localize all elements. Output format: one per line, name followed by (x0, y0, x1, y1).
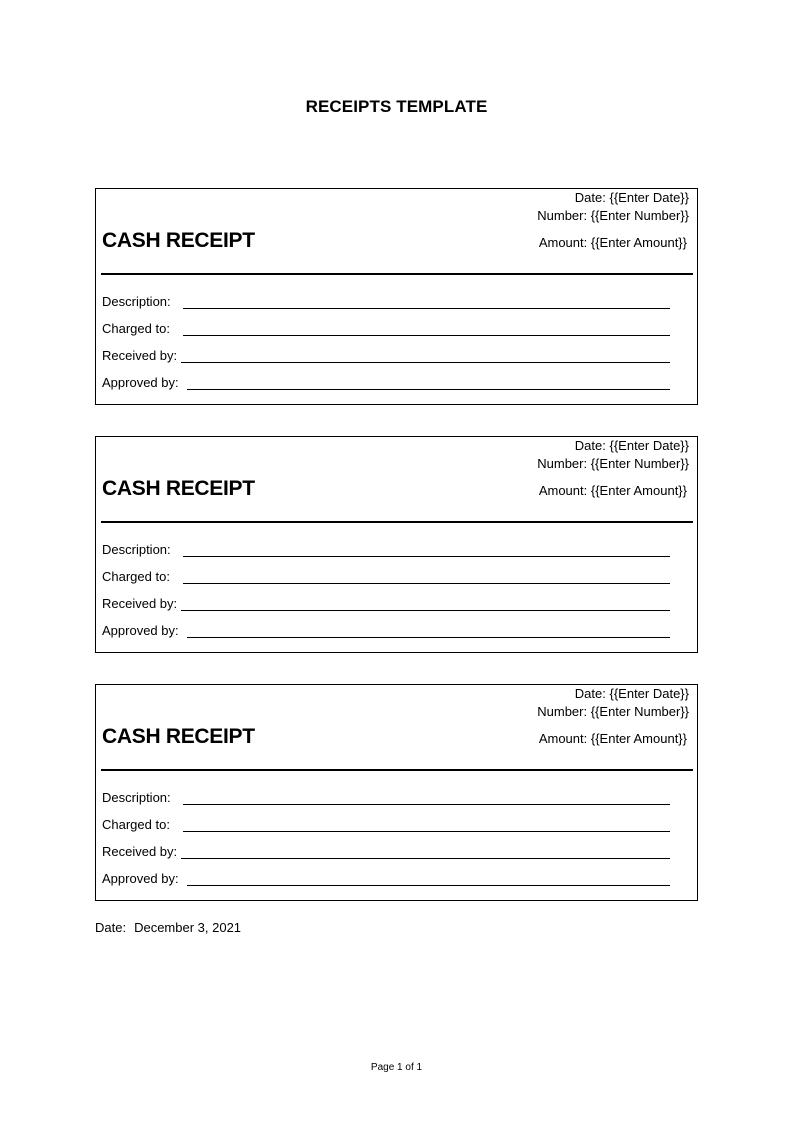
received-by-label: Received by: (102, 844, 178, 859)
description-input-line[interactable] (183, 542, 670, 557)
receipt-amount[interactable]: Amount: {{Enter Amount}} (538, 731, 687, 746)
received-by-input-line[interactable] (181, 596, 670, 611)
description-label: Description: (102, 790, 171, 805)
approved-by-input-line[interactable] (187, 623, 670, 638)
receipt-divider (101, 521, 693, 523)
description-input-line[interactable] (183, 790, 670, 805)
received-by-label: Received by: (102, 596, 178, 611)
received-by-field (102, 347, 670, 363)
description-label: Description: (102, 542, 171, 557)
approved-by-field (102, 870, 670, 886)
receipt-date[interactable]: Date: {{Enter Date}} (574, 438, 689, 453)
receipt-card (95, 436, 698, 653)
received-by-input-line[interactable] (181, 844, 670, 859)
receipt-heading: CASH RECEIPT (102, 229, 255, 252)
receipt-amount[interactable]: Amount: {{Enter Amount}} (538, 235, 687, 250)
approved-by-field (102, 374, 670, 390)
receipt-number[interactable]: Number: {{Enter Number}} (537, 704, 689, 719)
received-by-field (102, 595, 670, 611)
charged-to-field (102, 320, 670, 336)
description-input-line[interactable] (183, 294, 670, 309)
footer-date (95, 920, 241, 935)
charged-to-label: Charged to: (102, 817, 170, 832)
charged-to-input-line[interactable] (183, 569, 670, 584)
approved-by-label: Approved by: (102, 871, 179, 886)
received-by-label: Received by: (102, 348, 178, 363)
received-by-field (102, 843, 670, 859)
received-by-input-line[interactable] (181, 348, 670, 363)
charged-to-label: Charged to: (102, 321, 170, 336)
charged-to-label: Charged to: (102, 569, 170, 584)
receipt-amount[interactable]: Amount: {{Enter Amount}} (538, 483, 687, 498)
approved-by-input-line[interactable] (187, 871, 670, 886)
approved-by-label: Approved by: (102, 375, 179, 390)
receipt-number[interactable]: Number: {{Enter Number}} (537, 456, 689, 471)
charged-to-input-line[interactable] (183, 817, 670, 832)
receipt-divider (101, 769, 693, 771)
receipt-date[interactable]: Date: {{Enter Date}} (574, 686, 689, 701)
receipt-number[interactable]: Number: {{Enter Number}} (537, 208, 689, 223)
receipt-date[interactable]: Date: {{Enter Date}} (574, 190, 689, 205)
description-field (102, 293, 670, 309)
charged-to-field (102, 816, 670, 832)
receipt-card (95, 684, 698, 901)
receipt-heading: CASH RECEIPT (102, 477, 255, 500)
charged-to-field (102, 568, 670, 584)
receipt-divider (101, 273, 693, 275)
description-field (102, 541, 670, 557)
approved-by-label: Approved by: (102, 623, 179, 638)
footer-date-value: December 3, 2021 (134, 920, 242, 935)
description-label: Description: (102, 294, 171, 309)
approved-by-input-line[interactable] (187, 375, 670, 390)
receipt-card (95, 188, 698, 405)
approved-by-field (102, 622, 670, 638)
receipt-heading: CASH RECEIPT (102, 725, 255, 748)
description-field (102, 789, 670, 805)
charged-to-input-line[interactable] (183, 321, 670, 336)
page-title: RECEIPTS TEMPLATE (305, 97, 488, 116)
footer-date-label: Date: (95, 920, 127, 935)
page-number: Page 1 of 1 (370, 1062, 423, 1073)
